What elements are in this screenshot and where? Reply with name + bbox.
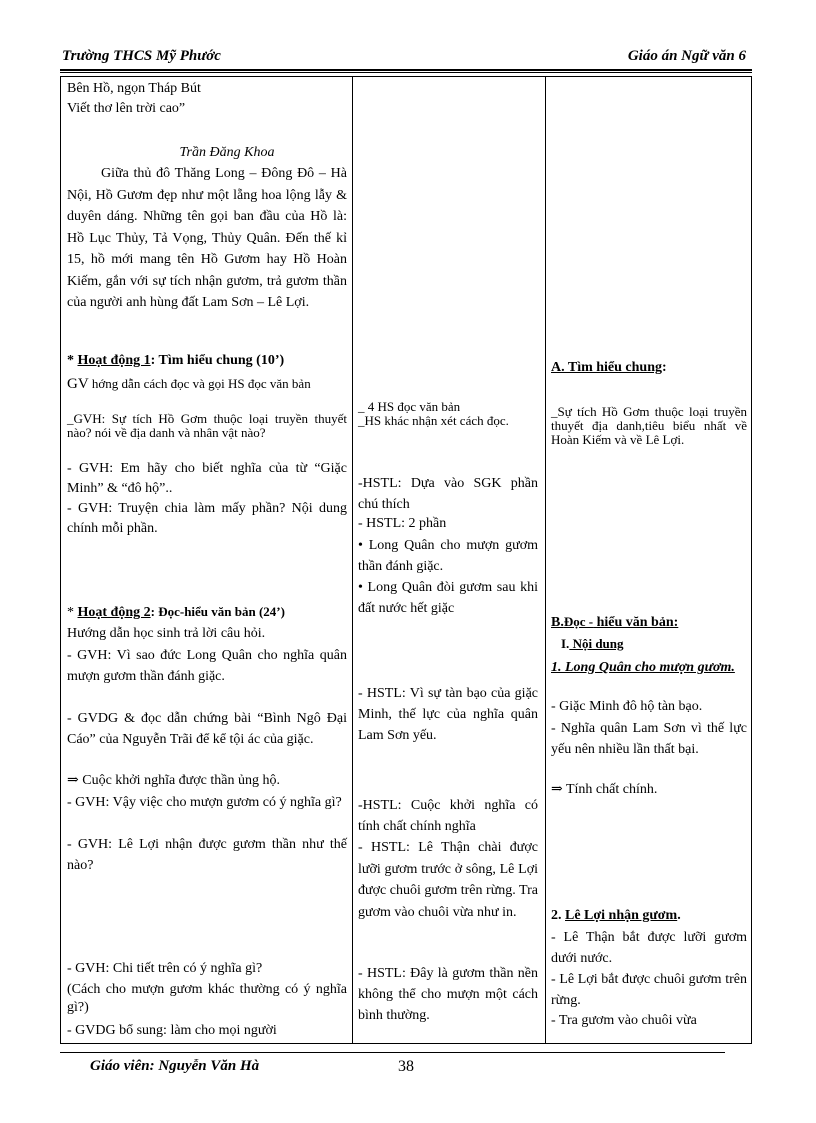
activity-2-heading bbox=[67, 603, 347, 623]
subsection-2-dot: . bbox=[677, 908, 681, 923]
question-5: - GVH: Vì sao đức Long Quân cho nghĩa quân mượn gươm thần đánh giặc. bbox=[67, 648, 347, 684]
section-b-letter: B. bbox=[551, 615, 564, 630]
answer-1: _ 4 HS đọc văn bản bbox=[358, 399, 461, 414]
header-rule-thin bbox=[60, 72, 752, 73]
activity-2-prefix: * bbox=[67, 605, 78, 620]
answer-7: - HSTL: Vì sự tàn bạo của giặc Minh, thế lực của nghĩa quân Lam Sơn yếu. bbox=[358, 686, 538, 743]
answer-5: • Long Quân cho mượn gươm thần đánh giặc. bbox=[358, 538, 538, 574]
lesson-table bbox=[60, 76, 752, 1044]
section-b-title: hiểu văn bản: bbox=[593, 615, 679, 630]
section-a-colon: : bbox=[662, 360, 667, 375]
activity-2-label: Hoạt động 2 bbox=[77, 605, 151, 620]
header-school: Trường THCS Mỹ Phước bbox=[62, 48, 221, 64]
note-4: ⇒ Tính chất chính. bbox=[551, 782, 658, 797]
footer-rule bbox=[60, 1052, 725, 1053]
column-divider-2 bbox=[545, 77, 546, 1043]
activity-1-title: : Tìm hiểu chung (10’) bbox=[150, 353, 285, 368]
answer-9: - HSTL: Lê Thận chài được lưỡi gươm trước ở sông, Lê Lợi được chuôi gươm trên rừng. Tra gươm vào chuôi vừa như in. bbox=[358, 840, 538, 920]
question-4: Hướng dẫn học sinh trả lời câu hỏi. bbox=[67, 626, 266, 641]
header-subject: Giáo án Ngữ văn 6 bbox=[627, 48, 746, 64]
column-divider-1 bbox=[352, 77, 353, 1043]
subsection-1-heading: 1. Long Quân cho mượn gươm. bbox=[551, 660, 735, 675]
activity-1-heading bbox=[67, 351, 347, 371]
answer-4: - HSTL: 2 phần bbox=[358, 516, 447, 531]
gv-instruction bbox=[67, 377, 347, 391]
answer-2: _HS khác nhận xét cách đọc. bbox=[358, 413, 509, 428]
answer-8: -HSTL: Cuộc khởi nghĩa có tính chất chính nghĩa bbox=[358, 798, 538, 834]
question-2: - GVH: Em hãy cho biết nghĩa của từ “Giặc Minh” & “đô hộ”.. bbox=[67, 461, 347, 496]
question-6: - GVDG & đọc dẫn chứng bài “Bình Ngô Đại Cáo” của Nguyễn Trãi để kể tội ác của giặc. bbox=[67, 711, 347, 747]
question-9: - GVH: Lê Lợi nhận được gươm thần như thế nào? bbox=[67, 837, 347, 873]
poem-author: Trần Đăng Khoa bbox=[179, 145, 275, 160]
note-7: - Tra gươm vào chuôi vừa bbox=[551, 1013, 697, 1028]
question-8: - GVH: Vậy việc cho mượn gươm có ý nghĩa gì? bbox=[67, 795, 342, 810]
poem-line-1: Bên Hồ, ngọn Tháp Bút bbox=[67, 81, 201, 96]
note-5: - Lê Thận bắt được lưỡi gươm dưới nước. bbox=[551, 930, 747, 966]
note-3: - Nghĩa quân Lam Sơn vì thế lực yếu nên nhiều lần thất bại. bbox=[551, 721, 747, 757]
question-1: _GVH: Sự tích Hồ Gơm thuộc loại truyền thuyết nào? nói về địa danh và nhân vật nào? bbox=[67, 411, 347, 440]
answer-3: -HSTL: Dựa vào SGK phần chú thích bbox=[358, 476, 538, 512]
intro-paragraph: Giữa thủ đô Thăng Long – Đông Đô – Hà Nội, Hồ Gươm đẹp như một lẵng hoa lộng lẫy & duyên dáng. Những tên gọi ban đầu của Hồ là: Hồ Lục Thủy, Tả Vọng, Thủy Quân. Đến thế kỉ 15, hồ mới mang tên Hồ Gươm hay Hồ Hoàn Kiếm, gắn với sự tích nhận gươm, trả gươm thần của người anh hùng đất Lam Sơn – Lê Lợi. bbox=[67, 166, 347, 310]
question-10: - GVH: Chi tiết trên có ý nghĩa gì? bbox=[67, 961, 263, 976]
activity-1-prefix: * bbox=[67, 353, 78, 368]
subsection-2-number: 2. bbox=[551, 908, 565, 923]
note-1: _Sự tích Hồ Gơm thuộc loại truyền thuyết địa danh,tiêu biểu nhất về Hoàn Kiếm và về Lê Lợi. bbox=[551, 404, 747, 447]
section-i-heading bbox=[551, 634, 747, 654]
gv-text: hớng dẫn cách đọc và gọi HS đọc văn bản bbox=[88, 376, 311, 391]
poem-line-2: Viết thơ lên trời cao” bbox=[67, 101, 186, 116]
question-7: ⇒ Cuộc khởi nghĩa được thần ủng hộ. bbox=[67, 773, 280, 788]
question-12: - GVDG bổ sung: làm cho mọi người bbox=[67, 1023, 277, 1038]
answer-6: • Long Quân đòi gươm sau khi đất nước hết giặc bbox=[358, 580, 538, 616]
subsection-2-heading bbox=[551, 906, 747, 926]
footer-teacher: Giáo viên: Nguyễn Văn Hà bbox=[90, 1058, 260, 1074]
section-b-heading bbox=[551, 613, 747, 633]
question-3: - GVH: Truyện chia làm mấy phần? Nội dung chính mỗi phần. bbox=[67, 501, 347, 536]
gv-label: GV bbox=[67, 376, 89, 392]
note-2: - Giặc Minh đô hộ tàn bạo. bbox=[551, 699, 703, 714]
page-number: 38 bbox=[398, 1058, 414, 1075]
subsection-2-title: Lê Lợi nhận gươm bbox=[565, 908, 678, 923]
activity-1-label: Hoạt động 1 bbox=[77, 353, 151, 368]
section-b-word: Đọc - bbox=[563, 614, 594, 629]
section-i-title: Nội dung bbox=[569, 636, 624, 651]
section-i-numeral: I. bbox=[561, 636, 570, 651]
activity-2-title: : Đọc-hiểu văn bản (24’) bbox=[150, 604, 285, 619]
section-a-title: A. Tìm hiểu chung bbox=[551, 360, 662, 375]
question-11: (Cách cho mượn gươm khác thường có ý nghĩa gì?) bbox=[67, 982, 347, 1015]
header-rule bbox=[60, 69, 752, 71]
answer-10: - HSTL: Đây là gươm thần nền không thể cho mượn một cách bình thường. bbox=[358, 966, 538, 1023]
note-6: - Lê Lợi bắt được chuôi gươm trên rừng. bbox=[551, 972, 747, 1008]
section-a-heading bbox=[551, 358, 747, 378]
